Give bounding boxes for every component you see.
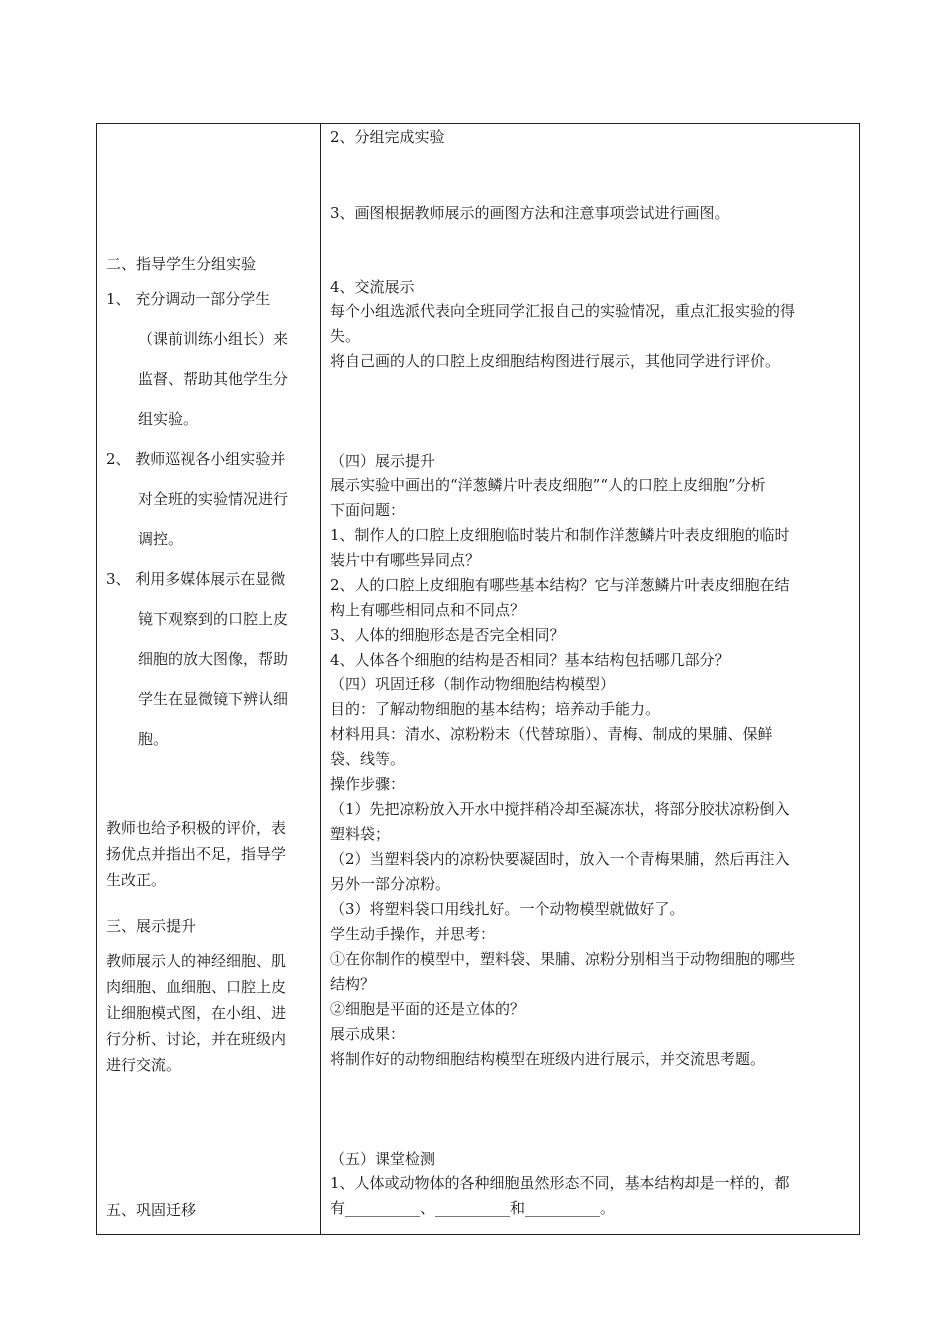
show-line4: 装片中有哪些异同点？ [330, 551, 481, 569]
consolidate-title: （四）巩固迁移（制作动物细胞结构模型） [330, 675, 616, 693]
consolidate-line6: 塑料袋； [330, 825, 391, 843]
item1-line2: （课前训练小组长）来 [138, 330, 289, 348]
consolidate-line3: 袋、线等。 [330, 750, 406, 768]
consolidate-line1: 目的：了解动物细胞的基本结构；培养动手能力。 [330, 700, 661, 718]
item1-line1: 1、 充分调动一部分学生 [106, 290, 271, 308]
item3-line5: 胞。 [138, 730, 169, 748]
show-line3: 1、制作人的口腔上皮细胞临时装片和制作洋葱鳞片叶表皮细胞的临时 [330, 526, 790, 544]
consolidate-line12: 结构？ [330, 975, 376, 993]
test-title: （五）课堂检测 [330, 1150, 436, 1168]
consolidate-line2: 材料用具：清水、凉粉粉末（代替琼脂）、青梅、制成的果脯、保鲜 [330, 725, 773, 743]
section3-line1: 教师展示人的神经细胞、肌 [106, 952, 287, 970]
eval-line1: 教师也给予积极的评价，表 [106, 819, 287, 837]
section3-line3: 让细胞模式图，在小组、进 [106, 1004, 287, 1022]
eval-line2: 扬优点并指出不足，指导学 [106, 845, 287, 863]
show-title: （四）展示提升 [330, 452, 436, 470]
consolidate-line8: 另外一部分凉粉。 [330, 875, 451, 893]
section2-title: 二、指导学生分组实验 [106, 255, 257, 273]
item1-line3: 监督、帮助其他学生分 [138, 370, 289, 388]
step3: 3、画图根据教师展示的画图方法和注意事项尝试进行画图。 [330, 204, 730, 222]
consolidate-line10: 学生动手操作，并思考： [330, 925, 496, 943]
consolidate-line4: 操作步骤： [330, 775, 406, 793]
show-line6: 构上有哪些相同点和不同点？ [330, 601, 526, 619]
item2-line1: 2、 教师巡视各小组实验并 [106, 450, 286, 468]
section3-line2: 肉细胞、血细胞、口腔上皮 [106, 978, 287, 996]
step4-line2: 失。 [330, 327, 361, 345]
item2-line2: 对全班的实验情况进行 [138, 490, 289, 508]
consolidate-line9: （3）将塑料袋口用线扎好。一个动物模型就做好了。 [330, 900, 685, 918]
item3-line4: 学生在显微镜下辨认细 [138, 690, 289, 708]
step4-title: 4、交流展示 [330, 278, 415, 296]
test-line2: 有__________、__________和__________。 [330, 1199, 616, 1217]
consolidate-line13: ②细胞是平面的还是立体的？ [330, 1000, 526, 1018]
show-line2: 下面问题： [330, 501, 406, 519]
step2: 2、分组完成实验 [330, 128, 445, 146]
consolidate-line5: （1）先把凉粉放入开水中搅拌稍冷却至凝冻状，将部分胶状凉粉倒入 [330, 800, 790, 818]
test-line1: 1、人体或动物体的各种细胞虽然形态不同，基本结构却是一样的，都 [330, 1174, 790, 1192]
eval-line3: 生改正。 [106, 871, 167, 889]
section3-line5: 进行交流。 [106, 1056, 182, 1074]
consolidate-line14: 展示成果： [330, 1025, 406, 1043]
show-line1: 展示实验中画出的“洋葱鳞片叶表皮细胞”“人的口腔上皮细胞”分析 [330, 476, 766, 494]
consolidate-line7: （2）当塑料袋内的凉粉快要凝固时，放入一个青梅果脯，然后再注入 [330, 850, 790, 868]
step4-line1: 每个小组选派代表向全班同学汇报自己的实验情况，重点汇报实验的得 [330, 302, 796, 320]
column-divider [320, 123, 321, 1235]
item3-line2: 镜下观察到的口腔上皮 [138, 610, 289, 628]
item3-line1: 3、 利用多媒体展示在显微 [106, 570, 286, 588]
consolidate-line15: 将制作好的动物细胞结构模型在班级内进行展示，并交流思考题。 [330, 1050, 766, 1068]
step4-line3: 将自己画的人的口腔上皮细胞结构图进行展示，其他同学进行评价。 [330, 352, 781, 370]
consolidate-line11: ①在你制作的模型中，塑料袋、果脯、凉粉分别相当于动物细胞的哪些 [330, 950, 796, 968]
section3-line4: 行分析、讨论，并在班级内 [106, 1030, 287, 1048]
item2-line3: 调控。 [138, 530, 184, 548]
section5-title: 五、巩固迁移 [106, 1201, 197, 1219]
show-line7: 3、人体的细胞形态是否完全相同？ [330, 626, 565, 644]
section3-title: 三、展示提升 [106, 917, 197, 935]
item1-line4: 组实验。 [138, 410, 199, 428]
show-line5: 2、人的口腔上皮细胞有哪些基本结构？它与洋葱鳞片叶表皮细胞在结 [330, 576, 790, 594]
item3-line3: 细胞的放大图像，帮助 [138, 650, 289, 668]
show-line8: 4、人体各个细胞的结构是否相同？基本结构包括哪几部分？ [330, 651, 730, 669]
